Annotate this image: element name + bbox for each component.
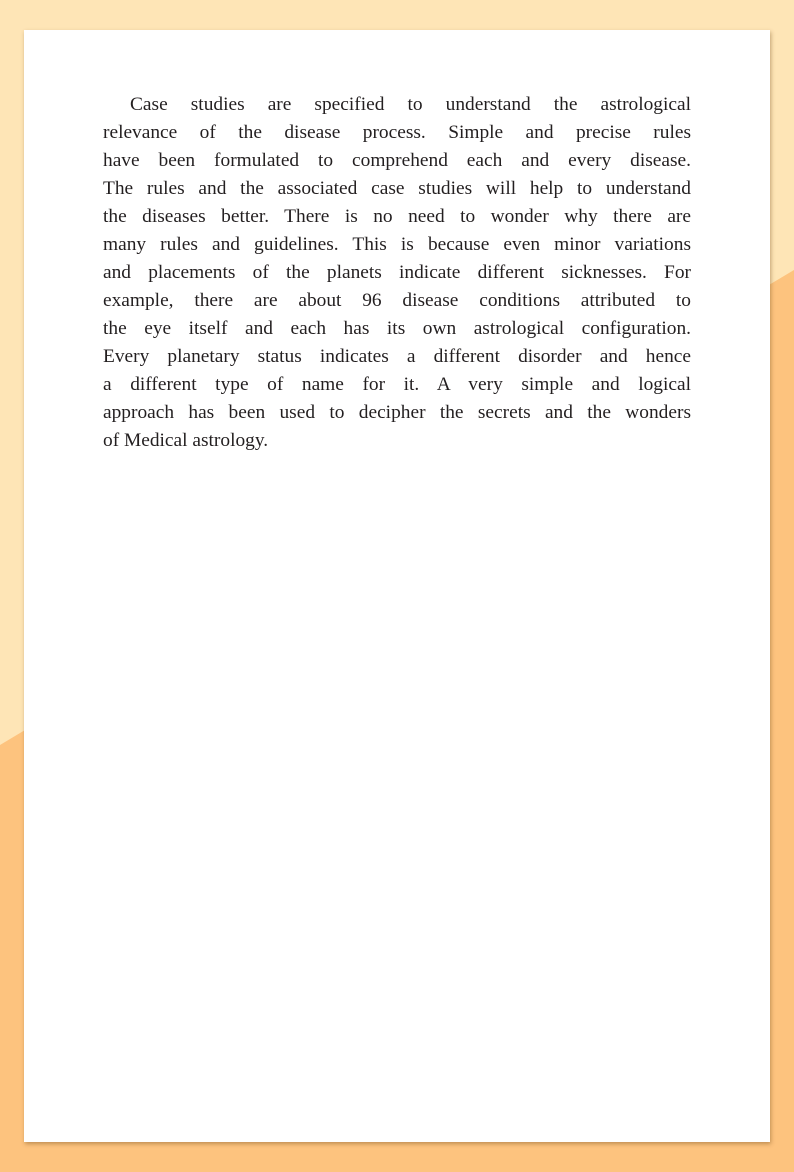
paragraph-line: have been formulated to comprehend each and every disease. — [103, 150, 691, 171]
paragraph-line: the eye itself and each has its own astrological configuration. — [103, 318, 691, 339]
paragraph-line: the diseases better. There is no need to wonder why there are — [103, 206, 691, 227]
paragraph-line: and placements of the planets indicate different sicknesses. For — [103, 262, 691, 283]
paragraph-line: Every planetary status indicates a different disorder and hence — [103, 346, 691, 367]
paragraph-line: many rules and guidelines. This is because even minor variations — [103, 234, 691, 255]
paragraph-line: a different type of name for it. A very simple and logical — [103, 374, 691, 395]
paragraph-line: Case studies are specified to understand the astrological — [130, 94, 691, 115]
paragraph-line: of Medical astrology. — [103, 430, 269, 451]
paragraph-line: relevance of the disease process. Simple and precise rules — [103, 122, 691, 143]
paragraph-line: example, there are about 96 disease conditions attributed to — [103, 290, 691, 311]
paragraph-line: approach has been used to decipher the secrets and the wonders — [103, 402, 691, 423]
body-paragraph — [103, 91, 691, 455]
document-page — [24, 30, 770, 1142]
paragraph-line: The rules and the associated case studies will help to understand — [103, 178, 691, 199]
